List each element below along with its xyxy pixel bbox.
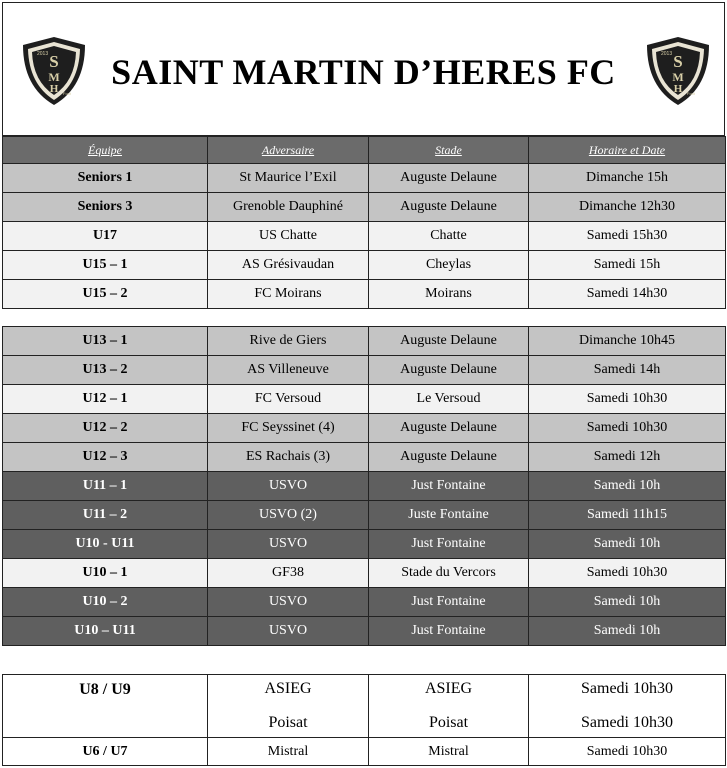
- stadium-cell: Moirans: [369, 280, 529, 309]
- stadium-cell: Auguste Delaune: [369, 327, 529, 356]
- stadium-cell: Auguste Delaune: [369, 443, 529, 472]
- opponent-name: Poisat: [268, 714, 308, 731]
- table-row: [3, 251, 726, 280]
- time-cell: Samedi 10h30: [529, 385, 726, 414]
- table-row: [3, 327, 726, 356]
- team-cell: U11 – 1: [3, 472, 208, 501]
- team-cell: U8 / U9: [3, 675, 208, 738]
- time-cell: [529, 675, 726, 738]
- svg-text:M: M: [672, 70, 684, 84]
- svg-text:Foot: Foot: [687, 91, 696, 96]
- stadium-cell: Le Versoud: [369, 385, 529, 414]
- svg-text:2013: 2013: [37, 51, 49, 57]
- time-cell: Samedi 10h30: [529, 559, 726, 588]
- table-row: [3, 385, 726, 414]
- team-cell: U15 – 1: [3, 251, 208, 280]
- opponent-name: ASIEG: [264, 680, 312, 697]
- stadium-cell: Just Fontaine: [369, 530, 529, 559]
- svg-text:2013: 2013: [661, 51, 673, 57]
- opponent-cell: USVO: [208, 472, 369, 501]
- schedule-section-kids: [2, 674, 726, 766]
- stadium-cell: Auguste Delaune: [369, 356, 529, 385]
- svg-text:H: H: [49, 83, 59, 95]
- club-logo-right: [643, 35, 713, 107]
- schedule-section-youth: [2, 326, 726, 646]
- stadium-cell: Stade du Vercors: [369, 559, 529, 588]
- svg-text:H: H: [673, 83, 683, 95]
- stadium-name: Poisat: [428, 714, 469, 731]
- opponent-cell: USVO: [208, 588, 369, 617]
- table-row: [3, 530, 726, 559]
- stadium-cell: Chatte: [369, 222, 529, 251]
- table-row: [3, 414, 726, 443]
- table-row: [3, 222, 726, 251]
- time-cell: Dimanche 12h30: [529, 193, 726, 222]
- time-cell: Samedi 11h15: [529, 501, 726, 530]
- time-cell: Samedi 10h: [529, 588, 726, 617]
- svg-text:M: M: [48, 70, 60, 84]
- team-cell: U12 – 1: [3, 385, 208, 414]
- opponent-cell: USVO: [208, 530, 369, 559]
- stadium-cell: Auguste Delaune: [369, 164, 529, 193]
- svg-text:S: S: [673, 52, 683, 71]
- team-cell: U11 – 2: [3, 501, 208, 530]
- opponent-cell: [208, 675, 369, 738]
- stadium-cell: Mistral: [369, 738, 529, 766]
- table-row: [3, 472, 726, 501]
- table-row: [3, 588, 726, 617]
- schedule-header: [2, 136, 726, 164]
- time-value: Samedi 10h30: [581, 680, 673, 697]
- time-cell: Samedi 14h30: [529, 280, 726, 309]
- opponent-cell: Rive de Giers: [208, 327, 369, 356]
- team-cell: U17: [3, 222, 208, 251]
- stadium-name: ASIEG: [424, 680, 473, 697]
- team-cell: U10 - U11: [3, 530, 208, 559]
- opponent-cell: AS Villeneuve: [208, 356, 369, 385]
- time-cell: Samedi 10h: [529, 530, 726, 559]
- opponent-cell: Grenoble Dauphiné: [208, 193, 369, 222]
- team-cell: Seniors 1: [3, 164, 208, 193]
- time-cell: Samedi 10h: [529, 472, 726, 501]
- time-cell: Samedi 10h30: [529, 414, 726, 443]
- table-row: [3, 193, 726, 222]
- team-cell: Seniors 3: [3, 193, 208, 222]
- team-cell: U10 – U11: [3, 617, 208, 646]
- team-cell: U13 – 1: [3, 327, 208, 356]
- time-value: Samedi 10h30: [581, 714, 673, 731]
- opponent-cell: FC Moirans: [208, 280, 369, 309]
- opponent-cell: US Chatte: [208, 222, 369, 251]
- time-cell: Samedi 12h: [529, 443, 726, 472]
- table-row: [3, 501, 726, 530]
- page-title: SAINT MARTIN D’HERES FC: [111, 52, 616, 92]
- time-cell: Dimanche 10h45: [529, 327, 726, 356]
- time-cell: Samedi 15h: [529, 251, 726, 280]
- column-header-opponent: Adversaire: [208, 137, 369, 164]
- table-row: [3, 356, 726, 385]
- team-cell: U10 – 1: [3, 559, 208, 588]
- stadium-cell: Juste Fontaine: [369, 501, 529, 530]
- time-cell: Samedi 14h: [529, 356, 726, 385]
- table-row: [3, 559, 726, 588]
- team-cell: U13 – 2: [3, 356, 208, 385]
- opponent-cell: USVO: [208, 617, 369, 646]
- table-row: [3, 675, 726, 738]
- column-header-team: Équipe: [3, 137, 208, 164]
- opponent-cell: Mistral: [208, 738, 369, 766]
- table-row: [3, 738, 726, 766]
- time-cell: Samedi 15h30: [529, 222, 726, 251]
- opponent-cell: USVO (2): [208, 501, 369, 530]
- opponent-cell: FC Versoud: [208, 385, 369, 414]
- opponent-cell: ES Rachais (3): [208, 443, 369, 472]
- stadium-cell: [369, 675, 529, 738]
- stadium-cell: Just Fontaine: [369, 472, 529, 501]
- column-header-stadium: Stade: [369, 137, 529, 164]
- header-banner: [2, 2, 725, 136]
- time-cell: Samedi 10h30: [529, 738, 726, 766]
- svg-text:S: S: [49, 52, 59, 71]
- team-cell: U15 – 2: [3, 280, 208, 309]
- schedule-section-seniors: [2, 163, 726, 309]
- team-cell: U10 – 2: [3, 588, 208, 617]
- table-row: [3, 164, 726, 193]
- stadium-cell: Auguste Delaune: [369, 193, 529, 222]
- stadium-cell: Just Fontaine: [369, 588, 529, 617]
- column-header-time: Horaire et Date: [529, 137, 726, 164]
- stadium-cell: Cheylas: [369, 251, 529, 280]
- svg-text:Foot: Foot: [63, 91, 72, 96]
- opponent-cell: St Maurice l’Exil: [208, 164, 369, 193]
- opponent-cell: FC Seyssinet (4): [208, 414, 369, 443]
- table-row: [3, 280, 726, 309]
- time-cell: Samedi 10h: [529, 617, 726, 646]
- team-cell: U12 – 3: [3, 443, 208, 472]
- opponent-cell: GF38: [208, 559, 369, 588]
- stadium-cell: Just Fontaine: [369, 617, 529, 646]
- table-row: [3, 443, 726, 472]
- time-cell: Dimanche 15h: [529, 164, 726, 193]
- team-cell: U6 / U7: [3, 738, 208, 766]
- opponent-cell: AS Grésivaudan: [208, 251, 369, 280]
- stadium-cell: Auguste Delaune: [369, 414, 529, 443]
- table-row: [3, 617, 726, 646]
- team-cell: U12 – 2: [3, 414, 208, 443]
